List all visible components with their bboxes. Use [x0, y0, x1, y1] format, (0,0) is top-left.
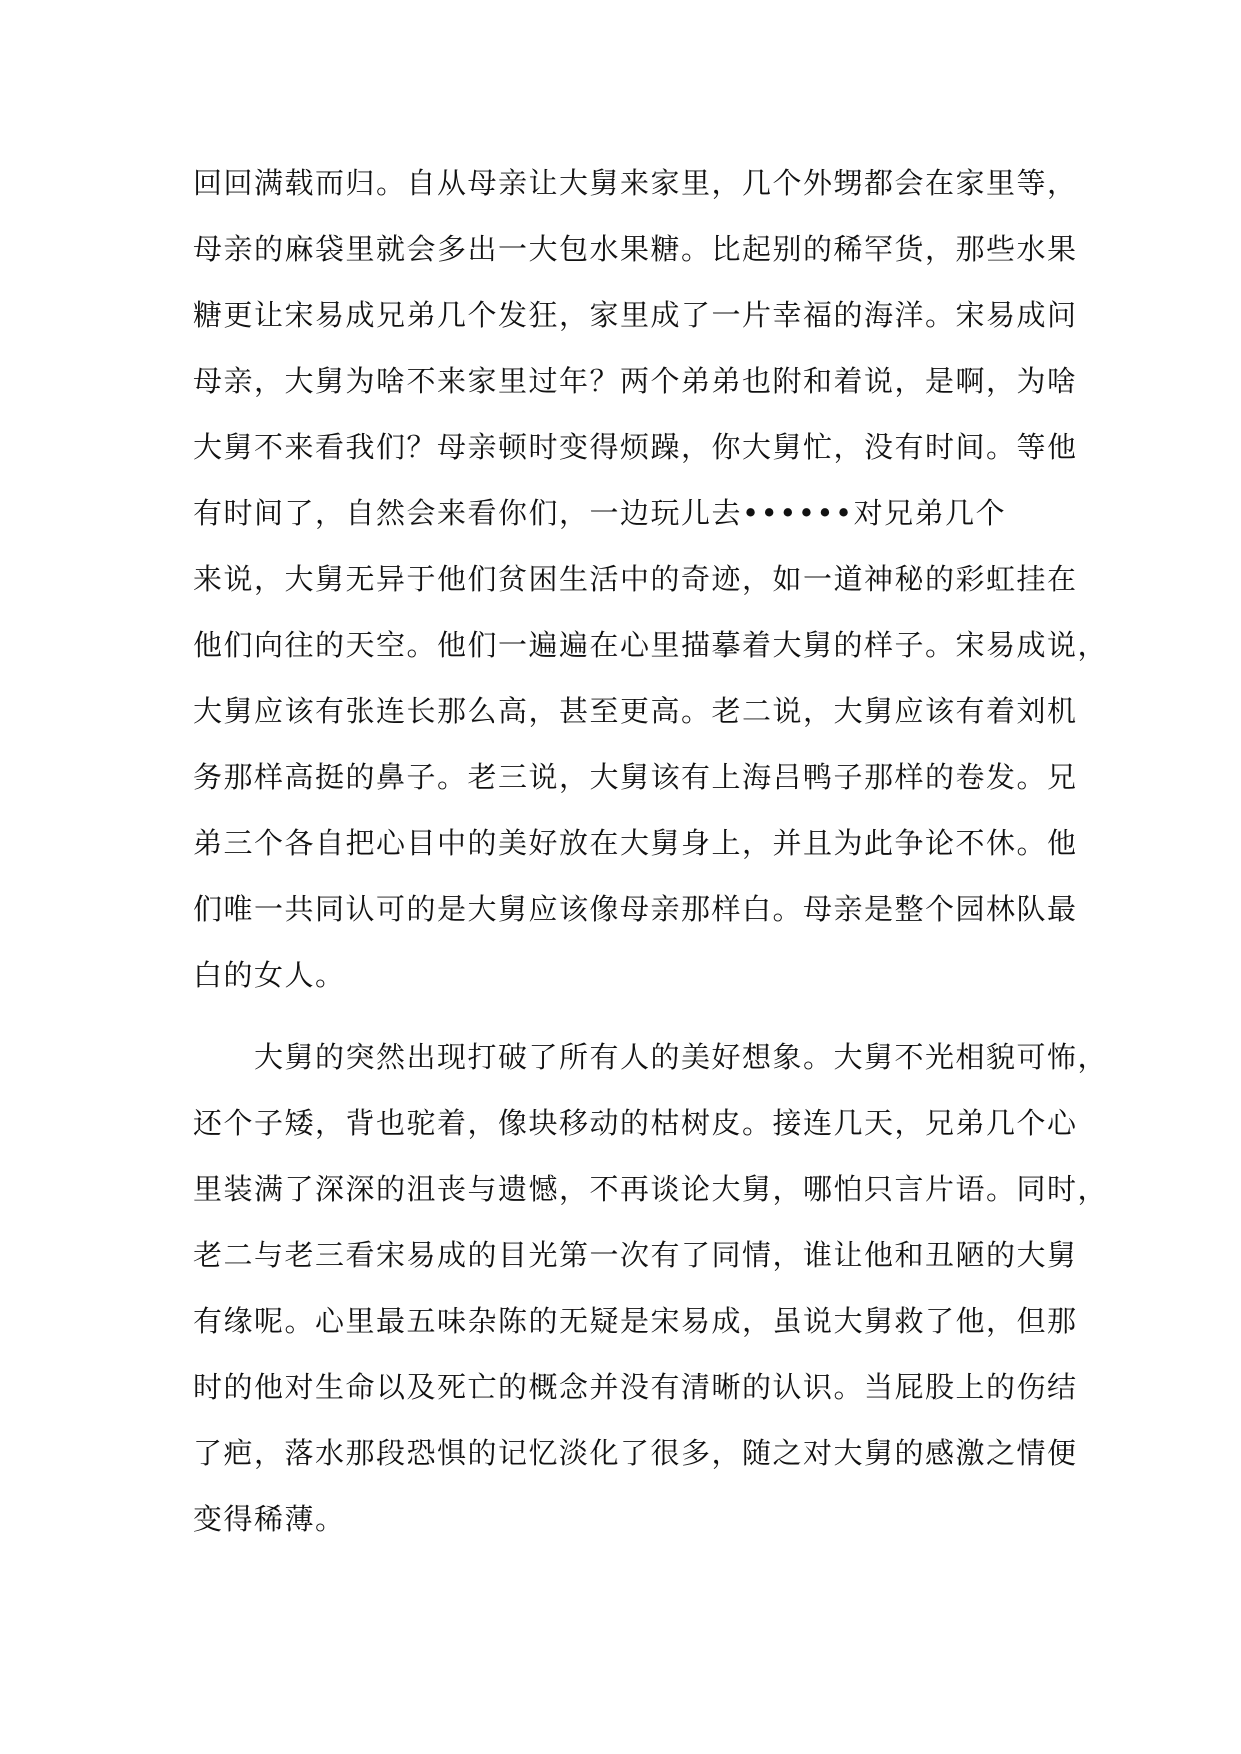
text-line: 时的他对生命以及死亡的概念并没有清晰的认识。当屁股上的伤结	[193, 1370, 1078, 1404]
text-line: 们唯一共同认可的是大舅应该像母亲那样白。母亲是整个园林队最	[193, 892, 1078, 926]
paragraph-1	[193, 150, 1109, 1008]
text-line: 大舅应该有张连长那么高，甚至更高。老二说，大舅应该有着刘机	[193, 694, 1078, 728]
text-line: 大舅不来看我们？母亲顿时变得烦躁，你大舅忙，没有时间。等他	[193, 430, 1078, 464]
text-line: 他们向往的天空。他们一遍遍在心里描摹着大舅的样子。宋易成说，	[193, 628, 1109, 662]
text-line: 糖更让宋易成兄弟几个发狂，家里成了一片幸福的海洋。宋易成问	[193, 298, 1078, 332]
text-line: 母亲，大舅为啥不来家里过年？两个弟弟也附和着说，是啊，为啥	[193, 364, 1078, 398]
text-line: 母亲的麻袋里就会多出一大包水果糖。比起别的稀罕货，那些水果	[193, 232, 1078, 266]
text-line: 务那样高挺的鼻子。老三说，大舅该有上海吕鸭子那样的卷发。兄	[193, 760, 1078, 794]
paragraph-2	[193, 1024, 1109, 1552]
text-line: 弟三个各自把心目中的美好放在大舅身上，并且为此争论不休。他	[193, 826, 1078, 860]
text-line: 变得稀薄。	[193, 1502, 346, 1536]
text-line: 里装满了深深的沮丧与遗憾，不再谈论大舅，哪怕只言片语。同时，	[193, 1172, 1109, 1206]
text-line: 有时间了，自然会来看你们，一边玩儿去••••••对兄弟几个	[193, 496, 1007, 530]
text-line: 来说，大舅无异于他们贫困生活中的奇迹，如一道神秘的彩虹挂在	[193, 562, 1078, 596]
text-line: 还个子矮，背也驼着，像块移动的枯树皮。接连几天，兄弟几个心	[193, 1106, 1078, 1140]
text-line: 有缘呢。心里最五味杂陈的无疑是宋易成，虽说大舅救了他，但那	[193, 1304, 1078, 1338]
text-line: 了疤，落水那段恐惧的记忆淡化了很多，随之对大舅的感激之情便	[193, 1436, 1078, 1470]
text-line: 老二与老三看宋易成的目光第一次有了同情，谁让他和丑陋的大舅	[193, 1238, 1078, 1272]
text-line: 大舅的突然出现打破了所有人的美好想象。大舅不光相貌可怖，	[193, 1040, 1109, 1074]
text-line: 回回满载而归。自从母亲让大舅来家里，几个外甥都会在家里等，	[193, 166, 1078, 200]
text-line: 白的女人。	[193, 958, 346, 992]
